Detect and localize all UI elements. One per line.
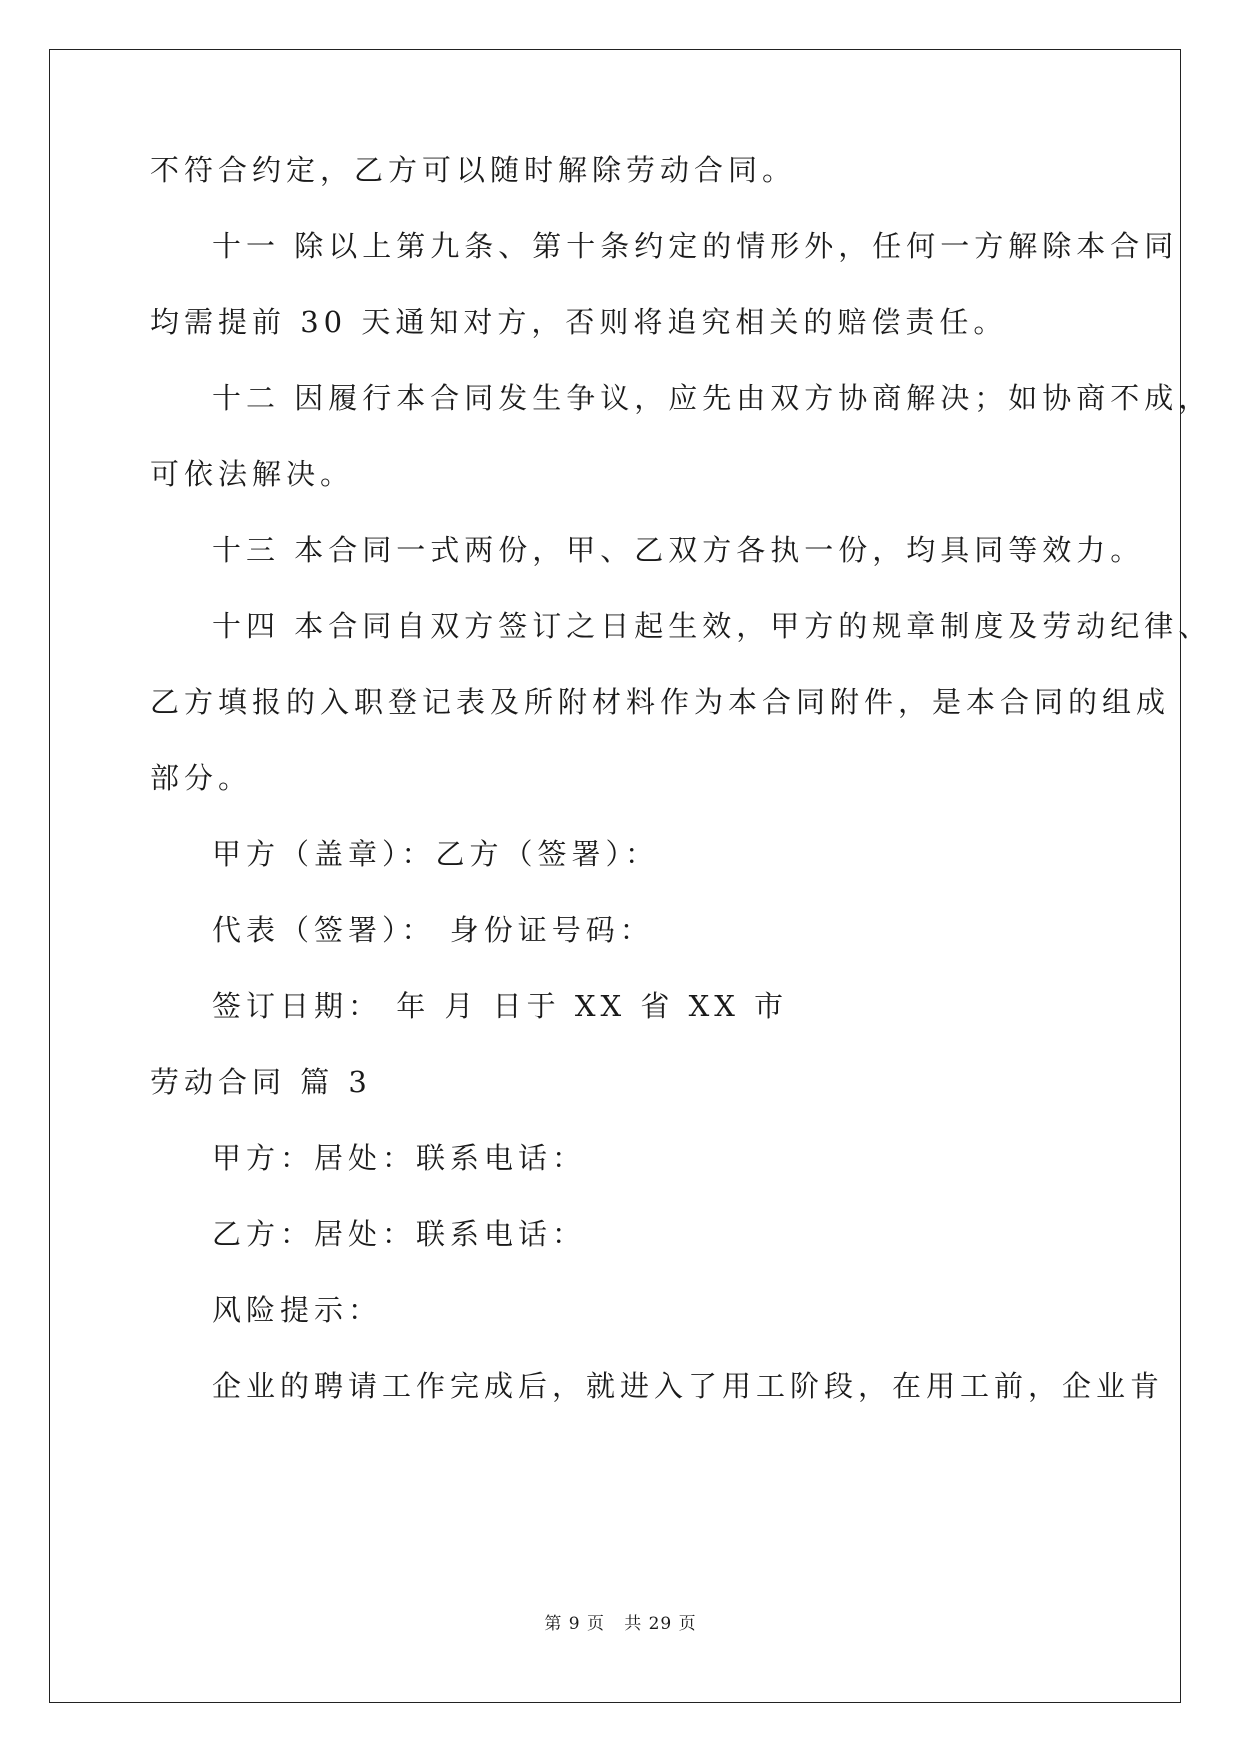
clause-14: 十四 本合同自双方签订之日起生效，甲方的规章制度及劳动纪律、 <box>212 609 1213 643</box>
text-line: 不符合约定，乙方可以随时解除劳动合同。 <box>150 153 797 187</box>
clause-13: 十三 本合同一式两份，甲、乙双方各执一份，均具同等效力。 <box>212 533 1145 567</box>
text-line: 企业的聘请工作完成后，就进入了用工阶段，在用工前，企业肯 <box>212 1369 1165 1403</box>
party-b-line: 乙方：居处：联系电话： <box>212 1217 587 1251</box>
clause-12: 十二 因履行本合同发生争议，应先由双方协商解决；如协商不成， <box>212 381 1213 415</box>
page-total: 共 29 页 <box>624 1614 697 1634</box>
signing-date-line: 签订日期： 年 月 日于 XX 省 XX 市 <box>212 989 789 1023</box>
text-line: 部分。 <box>150 761 253 795</box>
text-line: 可依法解决。 <box>150 457 355 491</box>
text-line: 均需提前 30 天通知对方，否则将追究相关的赔偿责任。 <box>150 305 1008 339</box>
representative-line: 代表（签署）： 身份证号码： <box>212 913 654 947</box>
text-line: 乙方填报的入职登记表及所附材料作为本合同附件，是本合同的组成 <box>150 685 1171 719</box>
signature-party-line: 甲方（盖章）：乙方（签署）： <box>212 837 660 871</box>
clause-11: 十一 除以上第九条、第十条约定的情形外，任何一方解除本合同 <box>212 229 1179 263</box>
party-a-line: 甲方：居处：联系电话： <box>212 1141 587 1175</box>
risk-heading: 风险提示： <box>212 1293 383 1327</box>
section-heading: 劳动合同 篇 3 <box>150 1065 372 1099</box>
page-border <box>49 49 1181 1703</box>
page-footer <box>0 1612 1241 1636</box>
page-number: 第 9 页 <box>544 1614 605 1634</box>
